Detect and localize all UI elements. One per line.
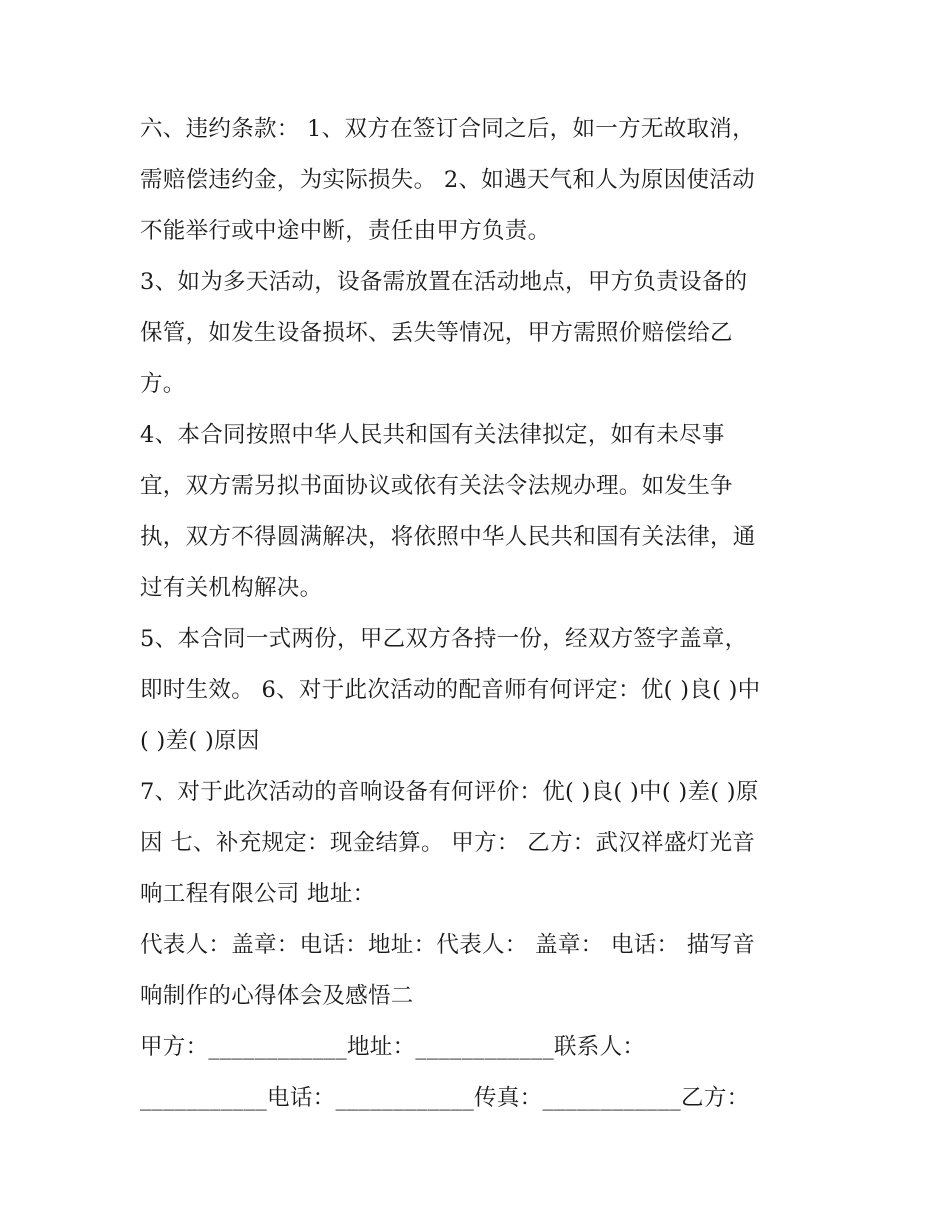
text-line: 执，双方不得圆满解决，将依照中华人民共和国有关法律，通 bbox=[140, 524, 756, 550]
text-line: ( )差( )原因 bbox=[140, 728, 260, 754]
text-line: 代表人：盖章：电话：地址：代表人： 盖章： 电话： 描写音 bbox=[140, 932, 756, 958]
text-line: 响工程有限公司 地址： bbox=[140, 881, 376, 907]
text-line: ___________电话：____________传真：____________乙方： bbox=[140, 1085, 750, 1111]
text-line: 7、对于此次活动的音响设备有何评价：优( )良( )中( )差( )原 bbox=[140, 779, 759, 805]
text-line: 甲方：____________地址：____________联系人： bbox=[140, 1034, 646, 1060]
text-line: 需赔偿违约金，为实际损失。 2、如遇天气和人为原因使活动 bbox=[140, 167, 755, 193]
text-line: 3、如为多天活动，设备需放置在活动地点，甲方负责设备的 bbox=[140, 269, 748, 295]
text-line: 不能举行或中途中断，责任由甲方负责。 bbox=[140, 218, 551, 244]
text-line: 5、本合同一式两份，甲乙双方各持一份，经双方签字盖章， bbox=[140, 626, 748, 652]
text-line: 因 七、补充规定：现金结算。 甲方： 乙方：武汉祥盛灯光音 bbox=[140, 830, 756, 856]
text-line: 六、违约条款： 1、双方在签订合同之后，如一方无故取消， bbox=[140, 116, 755, 142]
text-line: 响制作的心得体会及感悟二 bbox=[140, 983, 414, 1009]
text-line: 保管，如发生设备损坏、丢失等情况，甲方需照价赔偿给乙 bbox=[140, 320, 733, 346]
text-line: 过有关机构解决。 bbox=[140, 575, 323, 601]
text-line: 4、本合同按照中华人民共和国有关法律拟定，如有未尽事 bbox=[140, 422, 725, 448]
text-line: 宜，双方需另拟书面协议或依有关法令法规办理。如发生争 bbox=[140, 473, 733, 499]
text-line: 方。 bbox=[140, 371, 186, 397]
text-line: 即时生效。 6、对于此次活动的配音师有何评定：优( )良( )中 bbox=[140, 677, 761, 703]
